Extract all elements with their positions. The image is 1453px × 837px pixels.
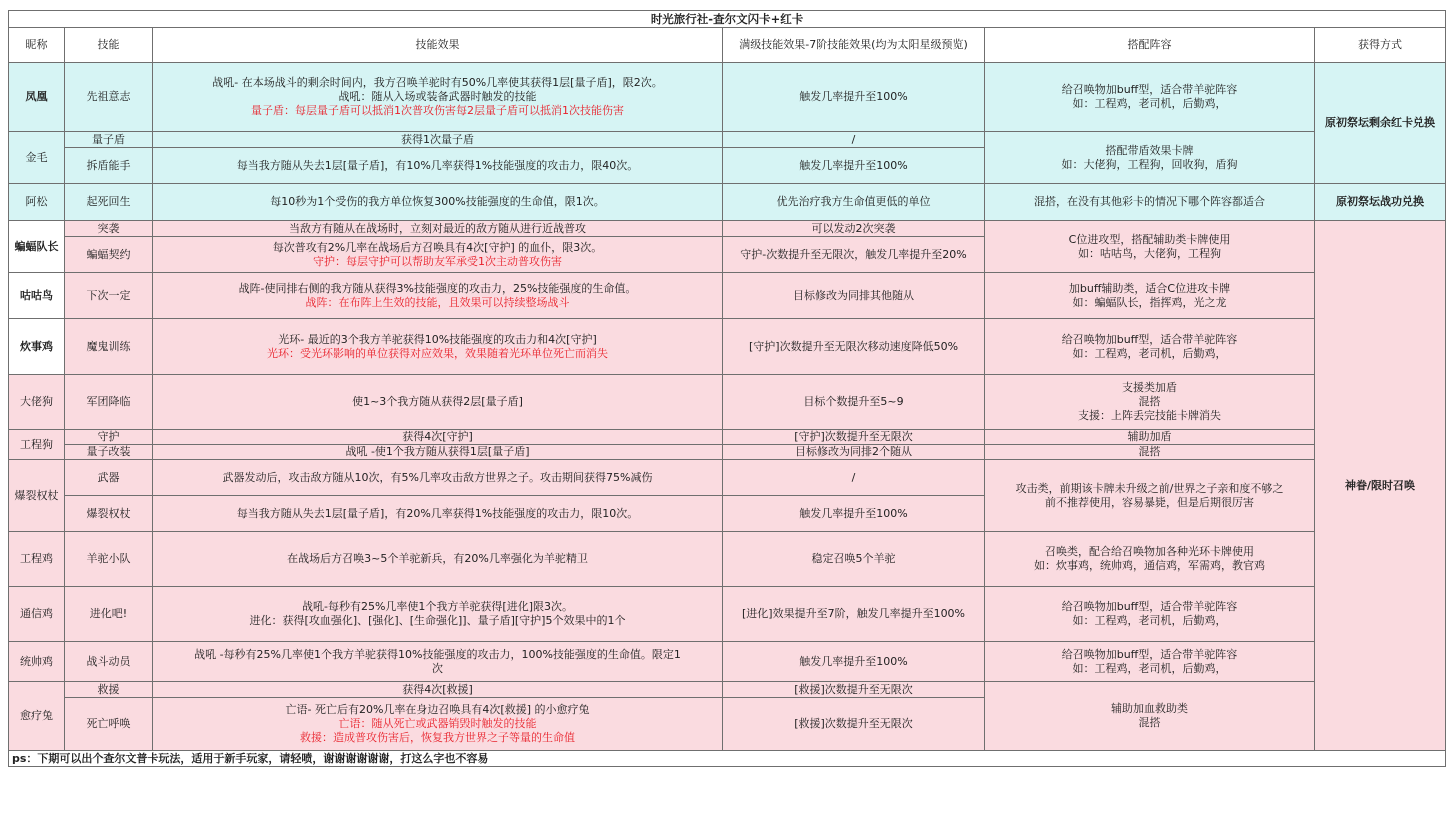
skill-cell: 蝙蝠契约 — [65, 237, 153, 273]
team-line: 支援：上阵丢完技能卡牌消失 — [1078, 409, 1221, 422]
name-cell: 凤凰 — [9, 63, 65, 132]
skill-cell: 战斗动员 — [65, 642, 153, 682]
effect-cell — [153, 237, 723, 273]
effect-line: 光环- 最近的3个我方羊驼获得10%技能强度的攻击力和4次[守护] — [278, 332, 597, 346]
effect-cell: 武器发动后，攻击敌方随从10次，有5%几率攻击敌方世界之子。攻击期间获得75%减伤 — [153, 460, 723, 496]
team-line: 给召唤物加buff型，适合带羊驼阵容 — [1061, 83, 1238, 96]
team-line: 给召唤物加buff型，适合带羊驼阵容 — [1061, 332, 1238, 346]
name-cell: 通信鸡 — [9, 587, 65, 642]
name-cell: 大佬狗 — [9, 375, 65, 430]
team-cell — [985, 273, 1315, 319]
header-nickname: 昵称 — [9, 28, 65, 63]
team-line: 混搭 — [1138, 716, 1161, 729]
row-fenghuang — [9, 63, 1446, 132]
name-cell: 阿松 — [9, 184, 65, 221]
skill-cell: 先祖意志 — [65, 63, 153, 132]
spreadsheet — [8, 10, 1445, 767]
team-cell — [985, 587, 1315, 642]
row-chuishi — [9, 319, 1446, 375]
header-team: 搭配阵容 — [985, 28, 1315, 63]
skill-cell: 羊驼小队 — [65, 532, 153, 587]
max-effect-cell: 稳定召唤5个羊驼 — [723, 532, 985, 587]
max-effect-cell: 优先治疗我方生命值更低的单位 — [723, 184, 985, 221]
team-line: 如：工程鸡，老司机，后勤鸡， — [1072, 661, 1227, 675]
max-effect-cell: 触发几率提升至100% — [723, 496, 985, 532]
max-effect-cell: [救援]次数提升至无限次 — [723, 682, 985, 698]
team-cell: 混搭，在没有其他彩卡的情况下哪个阵容都适合 — [985, 184, 1315, 221]
row-yuliao — [9, 682, 1446, 698]
effect-line: 亡语- 死亡后有20%几率在身边召唤具有4次[救援] 的小愈疗兔 — [285, 703, 590, 716]
row-tongshuai — [9, 642, 1446, 682]
max-effect-cell: 触发几率提升至100% — [723, 148, 985, 184]
name-cell: 愈疗兔 — [9, 682, 65, 751]
effect-cell: 战吼 -使1个我方随从获得1层[量子盾] — [153, 445, 723, 460]
team-line: 加buff辅助类，适合C位进攻卡牌 — [1068, 281, 1231, 295]
effect-cell — [153, 642, 723, 682]
max-effect-cell: [守护]次数提升至无限次 — [723, 430, 985, 445]
skill-cell: 拆盾能手 — [65, 148, 153, 184]
max-effect-cell: 目标个数提升至5~9 — [723, 375, 985, 430]
effect-line: 战吼 -每秒有25%几率使1个我方羊驼获得10%技能强度的攻击力，100%技能强度的生命值。限定1 — [194, 647, 681, 661]
max-effect-cell: 可以发动2次突袭 — [723, 221, 985, 237]
effect-cell: 每10秒为1个受伤的我方单位恢复300%技能强度的生命值，限1次。 — [153, 184, 723, 221]
team-line: 如：蝙蝠队长，指挥鸡，光之龙 — [1072, 295, 1227, 309]
team-line: 给召唤物加buff型，适合带羊驼阵容 — [1061, 600, 1238, 613]
source-cell: 原初祭坛剩余红卡兑换 — [1315, 63, 1446, 184]
skill-cell: 爆裂权杖 — [65, 496, 153, 532]
name-cell: 炊事鸡 — [9, 319, 65, 375]
team-line: 给召唤物加buff型，适合带羊驼阵容 — [1061, 647, 1238, 661]
effect-cell: 获得4次[守护] — [153, 430, 723, 445]
skill-cell: 救援 — [65, 682, 153, 698]
team-line: 如：咕咕鸟，大佬狗，工程狗 — [1078, 246, 1221, 260]
name-cell: 蝙蝠队长 — [9, 221, 65, 273]
effect-cell — [153, 63, 723, 132]
card-table — [8, 10, 1446, 767]
row-asong — [9, 184, 1446, 221]
team-line: 如：炊事鸡，统帅鸡，通信鸡，军需鸡，教官鸡 — [1034, 559, 1265, 572]
skill-cell: 进化吧! — [65, 587, 153, 642]
skill-cell: 量子盾 — [65, 132, 153, 148]
max-effect-cell: / — [723, 460, 985, 496]
skill-cell: 下次一定 — [65, 273, 153, 319]
team-line: 如：工程鸡，老司机，后勤鸡， — [1072, 97, 1227, 110]
max-effect-cell: / — [723, 132, 985, 148]
effect-note: 守护：每层守护可以帮助友军承受1次主动普攻伤害 — [313, 254, 562, 268]
team-cell — [985, 63, 1315, 132]
header-source: 获得方式 — [1315, 28, 1446, 63]
skill-cell: 魔鬼训练 — [65, 319, 153, 375]
effect-note: 光环：受光环影响的单位获得对应效果，效果随着光环单位死亡而消失 — [267, 346, 608, 360]
row-dalao — [9, 375, 1446, 430]
team-cell — [985, 132, 1315, 184]
max-effect-cell: 守护-次数提升至无限次，触发几率提升至20% — [723, 237, 985, 273]
name-cell: 爆裂权杖 — [9, 460, 65, 532]
effect-cell — [153, 273, 723, 319]
skill-cell: 起死回生 — [65, 184, 153, 221]
effect-cell: 获得1次量子盾 — [153, 132, 723, 148]
effect-line: 每次普攻有2%几率在战场后方召唤具有4次[守护] 的血仆，限3次。 — [272, 240, 603, 254]
team-line: 召唤类，配合给召唤物加各种光环卡牌使用 — [1045, 545, 1254, 558]
team-line: 搭配带盾效果卡牌 — [1105, 143, 1194, 157]
name-cell: 咕咕鸟 — [9, 273, 65, 319]
effect-line: 次 — [432, 661, 443, 675]
max-effect-cell: 触发几率提升至100% — [723, 63, 985, 132]
row-gongchengji — [9, 532, 1446, 587]
team-cell — [985, 642, 1315, 682]
effect-cell: 获得4次[救援] — [153, 682, 723, 698]
effect-line: 战吼：随从入场或装备武器时触发的技能 — [338, 90, 537, 103]
row-tongxin — [9, 587, 1446, 642]
team-line: 辅助加血救助类 — [1111, 702, 1188, 715]
row-gugu — [9, 273, 1446, 319]
effect-note: 救援：造成普攻伤害后，恢复我方世界之子等量的生命值 — [300, 731, 575, 744]
team-cell: 混搭 — [985, 445, 1315, 460]
team-line: 支援类加盾 — [1122, 381, 1177, 394]
skill-cell: 守护 — [65, 430, 153, 445]
name-cell: 金毛 — [9, 132, 65, 184]
effect-cell — [153, 587, 723, 642]
effect-line: 战阵-使同排右侧的我方随从获得3%技能强度的攻击力，25%技能强度的生命值。 — [238, 281, 637, 295]
max-effect-cell: 触发几率提升至100% — [723, 642, 985, 682]
effect-cell — [153, 319, 723, 375]
team-line: 如：工程鸡，老司机，后勤鸡， — [1072, 346, 1227, 360]
effect-cell — [153, 698, 723, 751]
team-cell — [985, 460, 1315, 532]
max-effect-cell: [守护]次数提升至无限次移动速度降低50% — [723, 319, 985, 375]
header-max-effect: 满级技能效果-7阶技能效果(均为太阳星级预览) — [723, 28, 985, 63]
row-gongchenggou — [9, 430, 1446, 445]
max-effect-cell: 目标修改为同排其他随从 — [723, 273, 985, 319]
row-bianfu — [9, 221, 1446, 237]
row-gongchenggou-2 — [9, 445, 1446, 460]
effect-cell: 每当我方随从失去1层[量子盾]，有20%几率获得1%技能强度的攻击力，限10次。 — [153, 496, 723, 532]
row-baolie — [9, 460, 1446, 496]
effect-line: 战吼- 在本场战斗的剩余时间内，我方召唤羊驼时有50%几率使其获得1层[量子盾]，限2次。 — [212, 76, 663, 89]
name-cell: 工程狗 — [9, 430, 65, 460]
sheet-title: 时光旅行社-查尔文闪卡+红卡 — [9, 11, 1446, 28]
skill-cell: 武器 — [65, 460, 153, 496]
name-cell: 工程鸡 — [9, 532, 65, 587]
footer-note: ps：下期可以出个查尔文普卡玩法，适用于新手玩家，请轻喷，谢谢谢谢谢谢，打这么字也不容易 — [9, 751, 1446, 767]
skill-cell: 量子改装 — [65, 445, 153, 460]
skill-cell: 军团降临 — [65, 375, 153, 430]
team-cell — [985, 682, 1315, 751]
effect-cell: 在战场后方召唤3~5个羊驼新兵，有20%几率强化为羊驼精卫 — [153, 532, 723, 587]
effect-cell: 使1~3个我方随从获得2层[量子盾] — [153, 375, 723, 430]
team-line: C位进攻型，搭配辅助类卡牌使用 — [1068, 232, 1231, 246]
effect-line: 进化：获得[攻血强化]、[强化]、[生命强化]]、量子盾][守护]5个效果中的1个 — [249, 614, 626, 627]
effect-note: 量子盾：每层量子盾可以抵消1次普攻伤害每2层量子盾可以抵消1次技能伤害 — [251, 104, 624, 117]
effect-cell: 每当我方随从失去1层[量子盾]，有10%几率获得1%技能强度的攻击力，限40次。 — [153, 148, 723, 184]
max-effect-cell: 目标修改为同排2个随从 — [723, 445, 985, 460]
team-cell: 辅助加盾 — [985, 430, 1315, 445]
source-cell: 神眷/限时召唤 — [1315, 221, 1446, 751]
team-cell — [985, 319, 1315, 375]
team-line: 如：大佬狗，工程狗，回收狗，盾狗 — [1061, 157, 1238, 171]
header-skill: 技能 — [65, 28, 153, 63]
name-cell: 统帅鸡 — [9, 642, 65, 682]
max-effect-cell: [进化]效果提升至7阶，触发几率提升至100% — [723, 587, 985, 642]
effect-note: 战阵：在布阵上生效的技能，且效果可以持续整场战斗 — [305, 295, 570, 309]
header-effect: 技能效果 — [153, 28, 723, 63]
row-jinmao — [9, 132, 1446, 148]
effect-line: 战吼-每秒有25%几率使1个我方羊驼获得[进化]限3次。 — [302, 600, 573, 613]
effect-cell: 当敌方有随从在战场时，立刻对最近的敌方随从进行近战普攻 — [153, 221, 723, 237]
team-line: 前不推荐使用，容易暴毙，但是后期很厉害 — [1045, 495, 1254, 509]
skill-cell: 死亡呼唤 — [65, 698, 153, 751]
max-effect-cell: [救援]次数提升至无限次 — [723, 698, 985, 751]
team-line: 混搭 — [1138, 395, 1161, 408]
effect-note: 亡语：随从死亡或武器销毁时触发的技能 — [338, 717, 537, 730]
source-cell: 原初祭坛战功兑换 — [1315, 184, 1446, 221]
team-cell — [985, 375, 1315, 430]
team-cell — [985, 221, 1315, 273]
team-line: 如：工程鸡，老司机，后勤鸡， — [1072, 614, 1227, 627]
team-cell — [985, 532, 1315, 587]
skill-cell: 突袭 — [65, 221, 153, 237]
team-line: 攻击类，前期该卡牌未升级之前/世界之子亲和度不够之 — [1015, 481, 1284, 495]
